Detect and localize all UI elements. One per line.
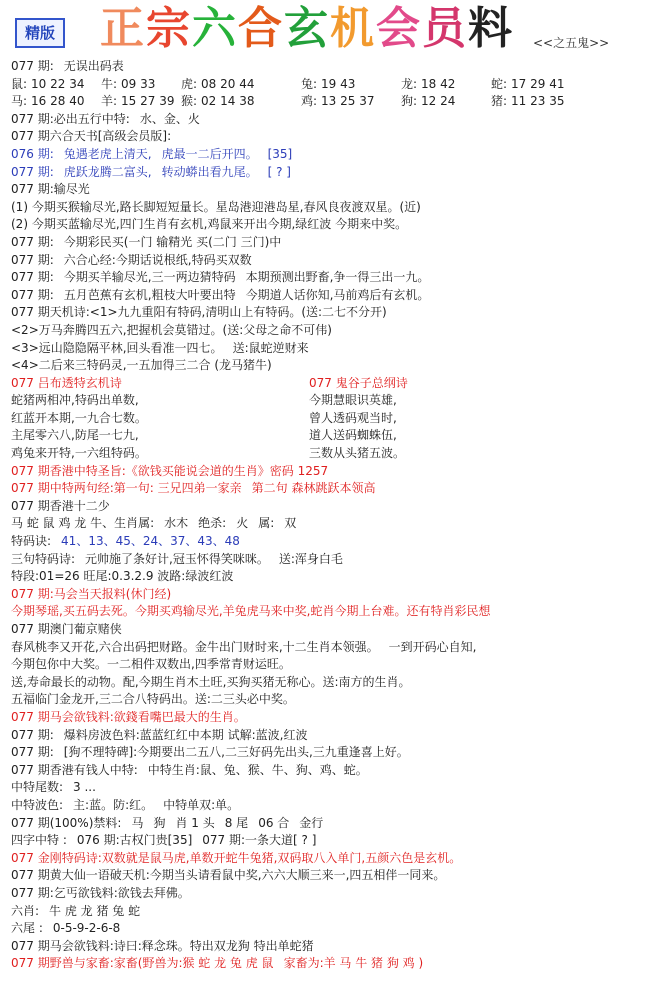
zodiac-numbers: 18 42 [421, 76, 456, 91]
text-line [11, 691, 661, 709]
zodiac-numbers: 19 43 [321, 76, 356, 91]
line-segment: 077 期:输尽光 [11, 182, 90, 197]
line-segment: 送,寿命最长的动物。配,今期生肖木土旺,买狗买猪无称心。送:南方的生肖。 [11, 674, 411, 689]
zodiac-numbers: 09 33 [121, 76, 156, 91]
line-segment: 077 期黄大仙一语破天机:今期当头请看鼠中奖,六六大顺三来一,四五相伴一同来。 [11, 868, 446, 883]
poem-line: 鸡兔来开特,一六组特码。 [11, 446, 147, 461]
text-line [11, 533, 661, 551]
zodiac-numbers: 17 29 41 [511, 76, 565, 91]
line-segment: 077 期: [11, 59, 54, 73]
zodiac-numbers: 08 20 44 [201, 76, 255, 91]
text-line [11, 850, 661, 868]
text-line [11, 111, 661, 129]
line-segment: 送:浑身白毛 [278, 551, 343, 566]
line-segment: (1) 今期买猴输尽光,路长脚短短量长。星岛港迎港岛星,春风良夜渡双星。(近) [11, 199, 421, 214]
line-segment: 属: [258, 516, 275, 531]
line-segment: 第二句 森林跳跃本领高 [251, 481, 376, 496]
line-segment: 077 期澳门葡京赌侠 [11, 622, 122, 636]
text-line [11, 375, 661, 393]
zodiac-label: 牛: [101, 76, 118, 91]
zodiac-number-cell [491, 93, 564, 111]
zodiac-label: 鼠: [11, 76, 28, 91]
zodiac-numbers: 11 23 35 [511, 94, 565, 109]
zodiac-number-cell [11, 93, 84, 111]
line-segment: 077 金刚特码诗:双数就是鼠马虎,单数开蛇牛兔猪,双码取八入单门,五颜六色是玄机。 [11, 850, 462, 865]
zodiac-label: 狗: [401, 94, 418, 109]
text-line [11, 727, 661, 745]
line-segment: [ ? ] [267, 164, 291, 179]
text-line [11, 480, 661, 498]
zodiac-label: 虎: [181, 76, 198, 91]
text-line [11, 586, 661, 604]
text-line [11, 322, 661, 340]
text-line [11, 304, 661, 322]
line-segment: 一到开码心自知, [388, 639, 477, 654]
text-line [11, 762, 661, 780]
line-segment: 077 期:必出五行中特: [11, 111, 130, 126]
text-line [11, 392, 661, 410]
line-segment: 马 [131, 815, 144, 830]
line-segment: 转动蟒出看九尾。 [161, 164, 258, 179]
poem-line: 主尾零六八,防尾一七九, [11, 428, 139, 443]
line-segment: 077 期野兽与家畜:家畜(野兽为:猴 蛇 龙 兔 虎 鼠 [11, 956, 274, 971]
text-line [11, 252, 661, 270]
line-segment: 077 期: [11, 727, 54, 742]
zodiac-numbers: 02 14 38 [201, 94, 255, 109]
line-segment: 虎跃龙腾二富头, [63, 164, 152, 179]
line-segment: [狗不理特碑]:今期要出二五八,二三好码先出头,三九重逢喜上好。 [63, 745, 409, 760]
zodiac-number-cell [181, 93, 254, 111]
title-char: 宗 [146, 3, 192, 54]
line-segment: 六肖: [11, 903, 40, 918]
text-line [11, 815, 661, 833]
zodiac-number-cell [101, 76, 155, 94]
line-segment: 077 期香港有钱人中特: [11, 762, 138, 777]
line-segment: 3 ... [73, 780, 96, 795]
text-line [11, 903, 661, 921]
poem-line: 红蓝开本期,一九合七数。 [11, 410, 147, 425]
page-title [100, 2, 514, 56]
line-segment: 五福临门金龙开,三二合八特码出。送:二三头必中奖。 [11, 692, 295, 707]
text-line [11, 216, 661, 234]
line-segment: 家畜为:羊 马 牛 猪 狗 鸡 ) [283, 956, 424, 971]
zodiac-number-cell [491, 76, 564, 94]
text-line [11, 128, 661, 146]
line-segment: 水木 [164, 516, 189, 531]
text-line [11, 340, 661, 358]
line-segment: 双 [284, 516, 297, 531]
text-line [11, 938, 661, 956]
zodiac-numbers: 10 22 34 [31, 76, 85, 91]
line-segment: [35] [267, 146, 293, 161]
line-segment: <3>远山隐隐隔平林,回头看准一四七。 [11, 340, 223, 355]
line-segment: 今期包你中大奖。一二相件双数出,四季常青财运旺。 [11, 657, 291, 672]
text-line [11, 885, 661, 903]
zodiac-label: 蛇: [491, 76, 508, 91]
text-line [11, 146, 661, 164]
line-segment: 肖 1 头 [175, 815, 215, 830]
zodiac-label: 马: [11, 94, 28, 109]
line-segment: 今期道人话你知,马前鸡后有玄机。 [245, 287, 430, 302]
line-segment: 077 期香港十二少 [11, 498, 110, 513]
title-char: 员 [422, 3, 468, 54]
text-line [11, 287, 661, 305]
zodiac-number-cell [401, 93, 455, 111]
line-segment: 077 期: [11, 270, 54, 285]
line-segment: 虎最一二后开四。 [161, 146, 258, 161]
line-segment: 06 合 [258, 815, 290, 830]
text-line [11, 181, 661, 199]
line-segment: 077 期六合天书[高级会员版]: [11, 129, 172, 144]
line-segment: 四字中特 : [11, 833, 67, 848]
zodiac-number-cell [301, 93, 374, 111]
line-segment: 077 期: [11, 164, 54, 179]
title-char: 六 [192, 3, 238, 54]
line-segment: 077 期:马会当天报料(休门经) [11, 586, 172, 601]
line-segment: 0-5-9-2-6-8 [52, 921, 121, 936]
zodiac-number-cell [301, 76, 355, 94]
zodiac-numbers: 13 25 37 [321, 94, 375, 109]
line-segment: 六合心经:今期话说根纸,特码买双数 [63, 252, 252, 267]
poem-title: 077 吕布透特玄机诗 [11, 375, 122, 390]
line-segment: 兔遇老虎上清天, [63, 146, 152, 161]
title-char: 机 [330, 3, 376, 54]
text-line [11, 410, 661, 428]
line-segment: 金行 [299, 815, 324, 830]
line-segment: 077 期香港中特圣旨:《欲钱买能说会道的生肖》密码 1257 [11, 463, 329, 478]
line-segment: 三句特码诗: [11, 551, 76, 566]
poem-line: 蛇猪两相冲,特码出单数, [11, 393, 139, 408]
text-line [11, 568, 661, 586]
text-line [11, 427, 661, 445]
line-segment: 8 尾 [224, 815, 249, 830]
line-segment: 送:鼠蛇逆财来 [232, 340, 309, 355]
text-line [11, 779, 661, 797]
line-segment: 元帅施了条好计,冠玉怀得笑咪咪。 [85, 551, 269, 566]
text-line [11, 357, 661, 375]
author-signature: <<之五鬼>> [533, 36, 610, 50]
zodiac-numbers: 15 27 39 [121, 94, 175, 109]
zodiac-label: 龙: [401, 76, 418, 91]
line-segment: 中特尾数: [11, 780, 64, 795]
line-segment: (2) 今期买蓝输尽光,四门生肖有玄机,鸡鼠来开出今期,绿红波 今期来中奖。 [11, 217, 408, 232]
line-segment: 076 期: [11, 146, 54, 161]
text-line [11, 164, 661, 182]
line-segment: 中特单双:单。 [163, 797, 240, 812]
line-segment: 狗 [153, 815, 166, 830]
zodiac-number-cell [401, 76, 455, 94]
text-line [11, 656, 661, 674]
line-segment: 六尾 : [11, 921, 43, 936]
line-segment: 076 期:古权门贵[35] [76, 833, 193, 848]
title-char: 玄 [284, 3, 330, 54]
line-segment: 今期琴瑶,买五码去死。今期买鸡输尽光,羊兔虎马来中奖,蛇肖今期上台难。还有特肖彩民想 [11, 604, 491, 619]
line-segment: 077 期: [11, 287, 54, 302]
text-line [11, 867, 661, 885]
text-line [11, 603, 661, 621]
text-line [11, 463, 661, 481]
line-segment: 中特生肖:鼠、兔、猴、牛、狗、鸡、蛇。 [147, 762, 368, 777]
title-char: 正 [100, 3, 146, 54]
line-segment: <2>万马奔腾四五六,把握机会莫错过。(送:父母之命不可伟) [11, 322, 332, 337]
zodiac-number-cell [181, 76, 254, 94]
text-line [11, 551, 661, 569]
text-line [11, 199, 661, 217]
text-line [11, 797, 661, 815]
text-line [11, 93, 661, 111]
text-line [11, 76, 661, 94]
line-segment: 特码诀: [11, 534, 52, 549]
line-segment: 077 期中特两句经:第一句: 三兄四弟一家亲 [11, 481, 242, 496]
line-segment: 马 蛇 鼠 鸡 龙 牛、生肖属: [11, 516, 155, 531]
line-segment: 牛 虎 龙 猪 兔 蛇 [49, 903, 141, 918]
text-line [11, 58, 661, 76]
line-segment: 特段:01=26 旺尾:0.3.2.9 波路:绿波红波 [11, 569, 234, 584]
title-char: 合 [238, 3, 284, 54]
text-line [11, 955, 661, 973]
line-segment: 077 期: [11, 252, 54, 267]
text-line [11, 709, 661, 727]
line-segment: 077 期(100%)禁料: [11, 815, 122, 830]
line-segment: 077 期天机诗:<1>九九重阳有特码,清明山上有特码。(送:二七不分开) [11, 305, 387, 320]
zodiac-number-cell [11, 76, 84, 94]
line-segment: 077 期: [11, 745, 54, 760]
text-line [11, 445, 661, 463]
line-segment: 主:蓝。防:红。 [73, 797, 154, 812]
line-segment: 41、13、45、24、37、43、48 [61, 534, 240, 549]
zodiac-label: 猪: [491, 94, 508, 109]
poem-line: 道人送码蜘蛛伍, [309, 428, 397, 443]
zodiac-numbers: 12 24 [421, 94, 456, 109]
zodiac-label: 羊: [101, 94, 118, 109]
zodiac-numbers: 16 28 40 [31, 94, 85, 109]
poem-line: 曾人透码观当时, [309, 410, 397, 425]
text-line [11, 832, 661, 850]
line-segment: 爆料房波色料:蓝蓝红红中本期 试解:蓝波,红波 [63, 727, 308, 742]
line-segment: 今期彩民买(一门 输精光 买(二门 三门)中 [63, 234, 282, 249]
line-segment: 今期买羊输尽光,三一两边猜特码 [63, 270, 236, 285]
line-segment: 绝杀: [198, 516, 227, 531]
line-segment: <4>二后来三特码灵,一五加得三二合 (龙马猪牛) [11, 358, 272, 373]
content-list [11, 58, 661, 973]
edition-badge: 精版 [15, 18, 65, 48]
text-line [11, 515, 661, 533]
text-line [11, 498, 661, 516]
line-segment: 077 期马会欲钱料:欲錢看嘴巴最大的生肖。 [11, 709, 246, 724]
poem-line: 今期慧眼识英雄, [309, 393, 397, 408]
zodiac-label: 鸡: [301, 94, 318, 109]
text-line [11, 920, 661, 938]
line-segment: 火 [236, 516, 249, 531]
title-char: 料 [468, 3, 514, 54]
text-line [11, 234, 661, 252]
line-segment: 无误出码表 [63, 59, 124, 73]
line-segment: 077 期:乞丐欲钱料:欲钱去拜佛。 [11, 885, 190, 900]
title-char: 会 [376, 3, 422, 54]
line-segment: 本期预测出野畜,争一得三出一九。 [245, 270, 430, 285]
text-line [11, 639, 661, 657]
zodiac-label: 兔: [301, 76, 318, 91]
line-segment: 077 期:一条大道[ ? ] [202, 833, 317, 848]
line-segment: 077 期马会欲钱料:诗曰:释念珠。特出双龙狗 特出单蛇猪 [11, 938, 314, 953]
line-segment: 077 期: [11, 234, 54, 249]
line-segment: 中特波色: [11, 797, 64, 812]
line-segment: 水、金、火 [139, 111, 200, 126]
poem-title: 077 鬼谷子总纲诗 [309, 375, 408, 390]
text-line [11, 744, 661, 762]
text-line [11, 621, 661, 639]
text-line [11, 674, 661, 692]
poem-line: 三数从头猪五波。 [309, 446, 406, 461]
zodiac-number-cell [101, 93, 174, 111]
zodiac-label: 猴: [181, 94, 198, 109]
line-segment: 五月芭蕉有玄机,粗枝大叶要出特 [63, 287, 236, 302]
line-segment: 春风桃李又开花,六合出码把财路。金牛出门财时来,十二生肖本领强。 [11, 639, 379, 654]
text-line [11, 269, 661, 287]
